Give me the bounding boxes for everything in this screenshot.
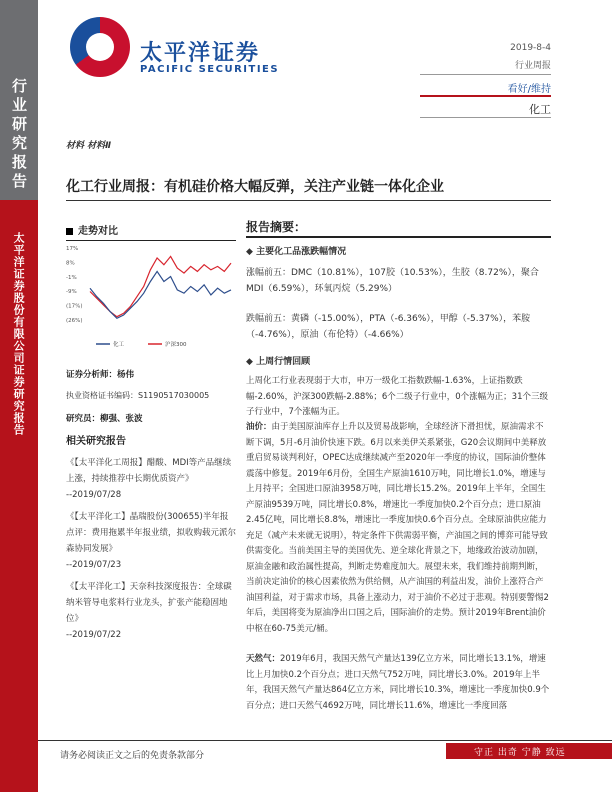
gas-paragraph: 天然气：2019年6月，我国天然气产量达139亿立方米，同比增长13.1%，增速比上月加快0.2个百分点；进口天然气752万吨，同比增长3.0%。2019年上半年，我国天然气产量达864亿立方米，同比增长10.3%，增速比一季度加快0.9个百分点；进口天然气4692万吨，同比增长11.6%，增速比一季度回落	[246, 654, 550, 711]
related-list	[66, 455, 236, 643]
assistant-names: 柳强、张波	[100, 414, 143, 424]
divider-accent	[420, 95, 551, 97]
y-tick-label: -1%	[66, 274, 77, 281]
footer-rule	[38, 740, 612, 741]
analyst-row: 证券分析师：杨伟	[66, 370, 135, 380]
y-tick-label: 8%	[66, 260, 75, 267]
brand-name-en: PACIFIC SECURITIES	[140, 64, 280, 75]
rating: 看好/维持	[507, 84, 551, 95]
diamond-bullet-icon: ◆	[246, 247, 253, 257]
gainers-text: 涨幅前五：DMC（10.81%），107胶（10.53%），生胶（8.72%），聚合MDI（6.59%），环氧丙烷（5.29%）	[246, 268, 539, 294]
summary-heading: 报告摘要：	[246, 220, 307, 234]
trend-heading: 走势对比	[66, 222, 236, 241]
oil-paragraph: 油价：由于美国原油库存上升以及贸易战影响，全球经济下滑担忧，原油需求不断下调，5月-6月油价快速下跌。6月以来美伊关系紧张，G20会议期间中美释放重启贸易谈判利好，OPEC达成继续减产至2020年一季度的协议，国际油价整体震荡中修复。2019年6月份，全国生产原油1610万吨，同比增长1.0%，增速与上月持平；全国进口原油3958万吨，同比增长15.2%。2019年上半年，全国生产原油9539万吨，同比增长0.8%，增速比一季度加快0.2个百分点；进口原油2.45亿吨，同比增长8.8%，增速比一季度加快0.6个百分点。全球原油供应能力充足（减产未来就无说明），特定条件下供需弱平衡，产油国之间的博弈可能导致供需变化。当前美国主导的美国优先、逆全球化背景之下，地缘政治波动加剧，原油金融和政治属性提高，判断走势难度加大。展望未来，我们维持前期判断，当前决定油价的核心因素依然为供给侧，从产油国的利益出发，油价上涨符合产油国利益，对于需求市场，具备上涨动力，对于油价不必过于悲观。特别要警惕2年后，美国将变为原油净出口国之后，国际油价的走势。预计2019年Brent油价中枢在60-75美元/桶。	[246, 422, 549, 634]
section-review: ◆ 上周行情回顾	[246, 357, 311, 367]
analyst-cert: 执业资格证书编码：S1190517030005	[66, 391, 210, 400]
series-line-1	[90, 271, 231, 318]
y-tick-label: (17%)	[66, 303, 83, 310]
brand-logo-icon	[70, 17, 130, 77]
divider	[420, 117, 551, 118]
footer-motto: 守正 出奇 宁静 致远	[474, 748, 566, 758]
section-changes: ◆ 主要化工品涨跌幅情况	[246, 247, 347, 257]
assistants-row: 研究员：柳强、张波	[66, 414, 143, 424]
legend-label: 化工	[113, 342, 125, 348]
industry: 化工	[529, 103, 551, 116]
report-date: 2019-8-4	[510, 43, 551, 53]
sidebar-bottom	[0, 200, 38, 792]
divider	[420, 74, 551, 75]
related-item[interactable]: 《【太平洋化工周报】醋酸、MDI等产品继续上涨，持续推荐中长期优质资产》 --2019/07/28	[66, 458, 232, 500]
report-title: 化工行业周报：有机硅价格大幅反弹，关注产业链一体化企业	[66, 179, 444, 195]
legend-label: 沪深300	[165, 342, 187, 348]
summary-rule	[246, 236, 551, 238]
trend-chart	[66, 240, 236, 355]
sidebar-top	[0, 0, 38, 200]
review-text: 上周化工行业表现弱于大市，申万一级化工指数跌幅-1.63%，上证指数跌幅-2.60%，沪深300跌幅-2.88%；6个二级子行业中，0个涨幅为正；31个三级子行业中，7个涨幅为正。	[246, 376, 548, 417]
sidebar-bottom-text: 太平洋证券股份有限公司证券研究报告	[12, 232, 26, 436]
brand-name-cn: 太平洋证券	[140, 41, 261, 66]
y-tick-label: 17%	[66, 246, 79, 252]
related-item[interactable]: 《【太平洋化工】晶瑞股份(300655)半年报点评：费用拖累半年报业绩，拟收购载元派尔森协同发展》 --2019/07/23	[66, 512, 237, 570]
title-rule	[66, 200, 551, 201]
y-tick-label: -9%	[66, 289, 77, 296]
report-type: 行业周报	[514, 61, 551, 71]
square-bullet-icon	[66, 228, 73, 235]
analyst-name: 杨伟	[117, 370, 135, 380]
related-heading: 相关研究报告	[66, 436, 126, 447]
losers-text: 跌幅前五：黄磷（-15.00%），PTA（-6.36%），甲醇（-5.37%），苯胺（-4.76%），原油（布伦特）（-4.66%）	[246, 314, 531, 340]
sector-label: 材料 材料Ⅱ	[66, 141, 112, 151]
y-tick-label: (26%)	[66, 318, 83, 324]
related-item[interactable]: 《【太平洋化工】天奈科技深度报告：全球碳纳米管导电浆料行业龙头，扩张产能稳固地位》 --2019/07/22	[66, 582, 232, 640]
diamond-bullet-icon: ◆	[246, 357, 253, 367]
footer-disclaimer: 请务必阅读正文之后的免责条款部分	[60, 751, 205, 761]
series-line-0	[90, 256, 231, 316]
sidebar-top-text: 行业研究报告	[10, 78, 28, 192]
